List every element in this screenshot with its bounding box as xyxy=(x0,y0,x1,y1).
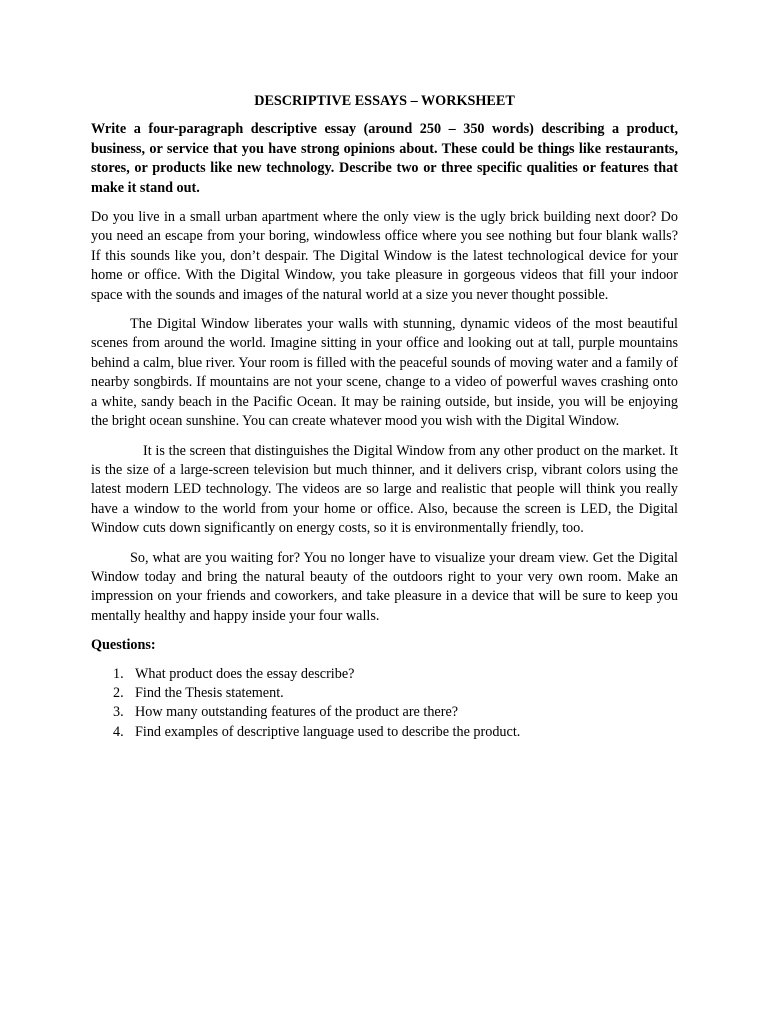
question-text: Find examples of descriptive language used to describe the product. xyxy=(135,723,521,740)
question-item xyxy=(91,665,678,684)
questions-list xyxy=(91,665,678,743)
questions-heading: Questions: xyxy=(91,637,156,654)
question-text: Find the Thesis statement. xyxy=(135,684,284,701)
worksheet-title: DESCRIPTIVE ESSAYS – WORKSHEET xyxy=(254,93,515,109)
essay-paragraph-2: The Digital Window liberates your walls with stunning, dynamic videos of the most beautiful scenes from around the world. Imagine sitting in your office and looking out at tall, purple mountains behind a calm, blue river. Your room is filled with the peaceful sounds of moving water and a family of nearby songbirds. If mountains are not your scene, change to a video of powerful waves crashing onto a white, sandy beach in the Pacific Ocean. It may be raining outside, but inside, you will be enjoying the bright ocean sunshine. You can create whatever mood you wish with the Digital Window. xyxy=(91,316,678,430)
question-number: 3. xyxy=(113,704,124,721)
question-item xyxy=(91,684,678,703)
worksheet-page xyxy=(91,92,678,742)
question-text: What product does the essay describe? xyxy=(135,665,355,682)
essay-paragraph-1: Do you live in a small urban apartment where the only view is the ugly brick building next door? Do you need an escape from your boring, windowless office where you see nothing but four blank walls? If this sounds like you, don’t despair. The Digital Window is the latest technological device for your home or office. With the Digital Window, you take pleasure in gorgeous videos that fill your indoor space with the sounds and images of the natural world at a size you never thought possible. xyxy=(91,209,678,303)
question-text: How many outstanding features of the product are there? xyxy=(135,704,459,721)
assignment-instructions: Write a four-paragraph descriptive essay (around 250 – 350 words) describing a product, business, or service that you have strong opinions about. These could be things like restaurants, stores, or products like new technology. Describe two or three specific qualities or features that make it stand out. xyxy=(91,121,678,196)
essay-paragraph-3: It is the screen that distinguishes the Digital Window from any other product on the market. It is the size of a large-screen television but much thinner, and it delivers crisp, vibrant colors using the latest modern LED technology. The videos are so large and realistic that people will think you really have a window to the world from your home or office. Also, because the screen is LED, the Digital Window cuts down significantly on energy costs, so it is environmentally friendly, too. xyxy=(91,442,678,537)
question-item xyxy=(91,723,678,742)
question-number: 1. xyxy=(113,665,124,682)
essay-paragraph-4: So, what are you waiting for? You no longer have to visualize your dream view. Get the Digital Window today and bring the natural beauty of the outdoors right to your very own room. Make an impression on your friends and coworkers, and take pleasure in a device that will be sure to keep you mentally healthy and happy inside your four walls. xyxy=(91,549,678,624)
question-item xyxy=(91,703,678,722)
question-number: 4. xyxy=(113,723,124,740)
question-number: 2. xyxy=(113,684,124,701)
